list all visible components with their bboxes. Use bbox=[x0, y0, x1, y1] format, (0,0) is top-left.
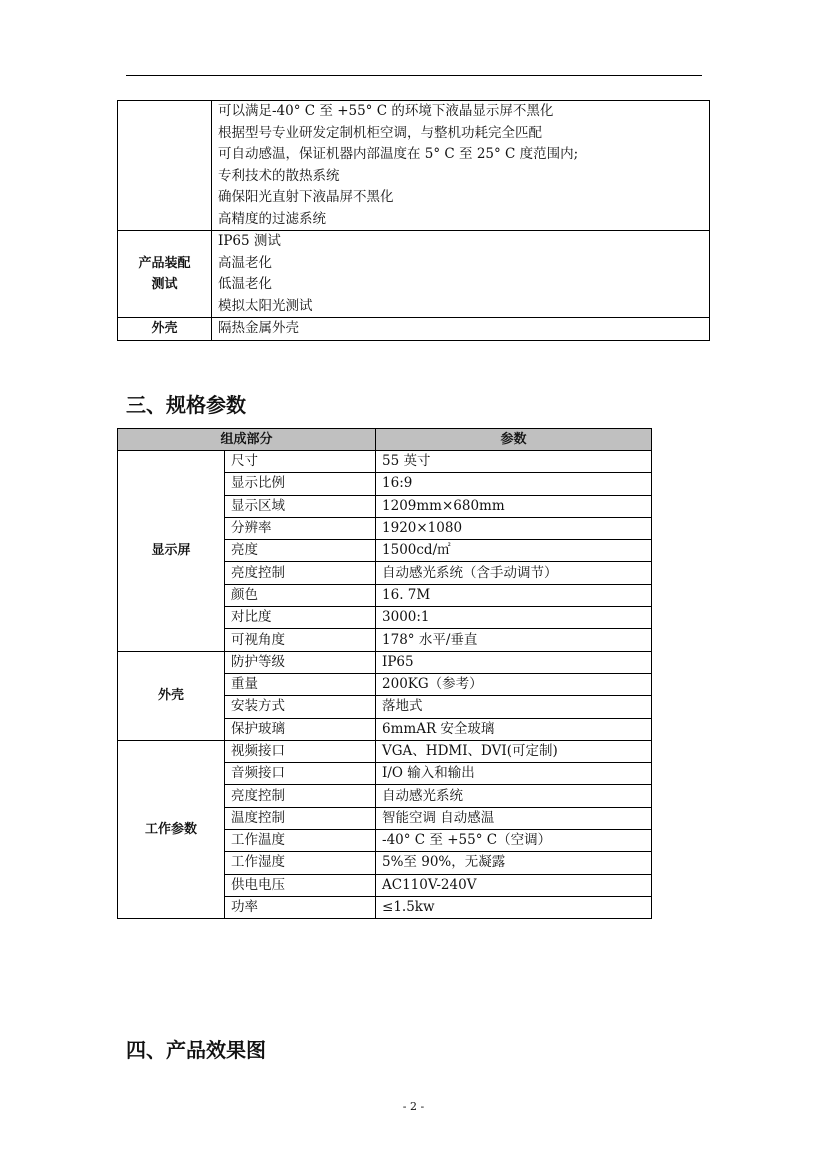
spec-value: ≤1.5kw bbox=[376, 896, 652, 918]
effect-section-heading: 四、产品效果图 bbox=[126, 1038, 266, 1062]
test-line: 模拟太阳光测试 bbox=[218, 297, 313, 314]
group-label: 显示屏 bbox=[118, 451, 225, 652]
spec-table-body bbox=[118, 451, 652, 919]
spec-value: 自动感光系统（含手动调节） bbox=[376, 562, 652, 584]
spec-item: 音频接口 bbox=[225, 763, 376, 785]
spec-value: -40° C 至 +55° C（空调） bbox=[376, 830, 652, 852]
spec-item: 分辨率 bbox=[225, 517, 376, 539]
shell-value: 隔热金属外壳 bbox=[212, 318, 710, 341]
column-header-component: 组成部分 bbox=[118, 429, 376, 451]
spec-item: 重量 bbox=[225, 673, 376, 695]
spec-item: 显示比例 bbox=[225, 473, 376, 495]
features-table bbox=[117, 100, 710, 341]
test-line: IP65 测试 bbox=[218, 233, 281, 249]
group-label: 工作参数 bbox=[118, 740, 225, 918]
table-row bbox=[118, 451, 652, 473]
spec-value: 200KG（参考） bbox=[376, 673, 652, 695]
assembly-test-list bbox=[212, 231, 710, 318]
feature-line: 可以满足-40° C 至 +55° C 的环境下液晶显示屏不黑化 bbox=[218, 103, 554, 119]
feature-line: 高精度的过滤系统 bbox=[218, 210, 326, 227]
spec-table bbox=[117, 428, 652, 919]
spec-value: 3000:1 bbox=[376, 607, 652, 629]
spec-item: 视频接口 bbox=[225, 740, 376, 762]
feature-line: 根据型号专业研发定制机柜空调，与整机功耗完全匹配 bbox=[218, 124, 542, 141]
spec-value: 1500cd/㎡ bbox=[376, 540, 652, 562]
feature-list-cell bbox=[212, 101, 710, 231]
spec-value: 6mmAR 安全玻璃 bbox=[376, 718, 652, 740]
spec-item: 温度控制 bbox=[225, 807, 376, 829]
spec-value: 5%至 90%，无凝露 bbox=[376, 852, 652, 874]
spec-item: 可视角度 bbox=[225, 629, 376, 651]
spec-section-heading: 三、规格参数 bbox=[126, 393, 246, 417]
header-rule bbox=[126, 75, 702, 76]
group-label: 外壳 bbox=[118, 651, 225, 740]
shell-label: 外壳 bbox=[118, 318, 212, 341]
feature-line: 可自动感温，保证机器内部温度在 5° C 至 25° C 度范围内; bbox=[218, 146, 579, 162]
spec-value: 16:9 bbox=[376, 473, 652, 495]
spec-item: 亮度 bbox=[225, 540, 376, 562]
spec-item: 功率 bbox=[225, 896, 376, 918]
spec-value: 自动感光系统 bbox=[376, 785, 652, 807]
spec-value: 落地式 bbox=[376, 696, 652, 718]
spec-item: 对比度 bbox=[225, 607, 376, 629]
empty-label-cell bbox=[118, 101, 212, 231]
spec-item: 供电电压 bbox=[225, 874, 376, 896]
test-line: 低温老化 bbox=[218, 276, 272, 292]
feature-line: 专利技术的散热系统 bbox=[218, 167, 340, 184]
assembly-test-label: 产品装配 测试 bbox=[118, 231, 212, 318]
spec-item: 尺寸 bbox=[225, 451, 376, 473]
spec-item: 保护玻璃 bbox=[225, 718, 376, 740]
table-header-row bbox=[118, 429, 652, 451]
spec-value: I/O 输入和输出 bbox=[376, 763, 652, 785]
spec-item: 安装方式 bbox=[225, 696, 376, 718]
spec-value: 178° 水平/垂直 bbox=[376, 629, 652, 651]
table-row bbox=[118, 740, 652, 762]
table-row bbox=[118, 651, 652, 673]
spec-item: 显示区域 bbox=[225, 495, 376, 517]
spec-item: 工作湿度 bbox=[225, 852, 376, 874]
column-header-param: 参数 bbox=[376, 429, 652, 451]
spec-item: 防护等级 bbox=[225, 651, 376, 673]
spec-value: 55 英寸 bbox=[376, 451, 652, 473]
spec-value: 1920×1080 bbox=[376, 517, 652, 539]
spec-value: VGA、HDMI、DVI(可定制) bbox=[376, 740, 652, 762]
spec-item: 亮度控制 bbox=[225, 785, 376, 807]
table-row bbox=[118, 231, 710, 318]
feature-line: 确保阳光直射下液晶屏不黑化 bbox=[218, 189, 394, 205]
table-row bbox=[118, 101, 710, 231]
spec-item: 工作温度 bbox=[225, 830, 376, 852]
spec-value: AC110V-240V bbox=[376, 874, 652, 896]
test-line: 高温老化 bbox=[218, 254, 272, 271]
page-number: - 2 - bbox=[402, 1100, 425, 1113]
spec-value: 智能空调 自动感温 bbox=[376, 807, 652, 829]
spec-value: 16. 7M bbox=[376, 584, 652, 606]
table-row bbox=[118, 318, 710, 341]
spec-item: 颜色 bbox=[225, 584, 376, 606]
spec-value: IP65 bbox=[376, 651, 652, 673]
spec-item: 亮度控制 bbox=[225, 562, 376, 584]
spec-value: 1209mm×680mm bbox=[376, 495, 652, 517]
